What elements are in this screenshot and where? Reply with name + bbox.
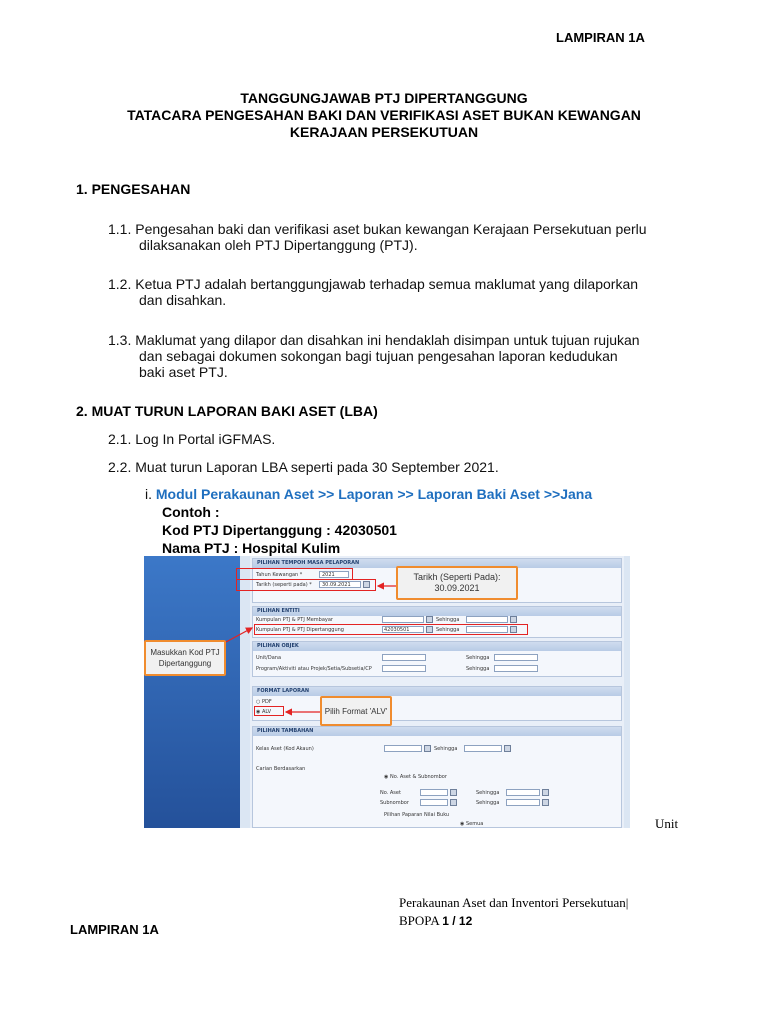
title-line-3: KERAJAAN PERSEKUTUAN xyxy=(289,124,479,140)
step-i-prefix: i. xyxy=(145,486,152,502)
carian-option-label: No. Aset & Subnombor xyxy=(389,774,447,780)
item-1-1-first: 1.1. Pengesahan baki dan verifikasi aset bukan kewangan Kerajaan Persekutuan perlu xyxy=(108,221,647,237)
format-pdf-option[interactable]: ○ PDF xyxy=(256,699,272,705)
subnombor-hingga: Sehingga xyxy=(476,800,500,806)
tarikh-value: 30.09.2021 xyxy=(322,582,351,588)
tahun-label: Tahun Kewangan * xyxy=(256,572,303,578)
tahun-value: 2021 xyxy=(322,572,335,578)
objek-row1-hingga: Sehingga xyxy=(466,655,490,661)
panel-tambahan-header: PILIHAN TAMBAHAN xyxy=(253,727,621,736)
report-form-screenshot xyxy=(144,556,630,828)
step-i xyxy=(145,486,592,502)
tarikh-label: Tarikh (seperti pada) * xyxy=(256,582,312,588)
title-line-1: TANGGUNGJAWAB PTJ DIPERTANGGUNG xyxy=(240,90,528,106)
example-kod-ptj: Kod PTJ Dipertanggung : 42030501 xyxy=(162,522,397,538)
section-2-heading: 2. MUAT TURUN LAPORAN BAKI ASET (LBA) xyxy=(76,403,378,419)
format-alv-option[interactable]: ◉ ALV xyxy=(256,709,272,715)
no-aset-label: No. Aset xyxy=(380,790,401,796)
entiti-row1-label: Kumpulan PTJ & PTJ Membayar xyxy=(256,617,333,623)
footer-bpopa: BPOPA xyxy=(399,913,439,928)
unit-text: Unit xyxy=(655,816,679,831)
lampiran-label-bottom: LAMPIRAN 1A xyxy=(70,922,159,937)
footer-page-number: 1 / 12 xyxy=(442,914,473,928)
entiti-row2-value: 42030501 xyxy=(384,627,410,633)
item-1-1 xyxy=(108,221,704,253)
panel-objek-header: PILIHAN OBJEK xyxy=(253,642,621,651)
footer-line-1: Perakaunan Aset dan Inventori Persekutuan| xyxy=(399,895,629,910)
carian-label: Carian Berdasarkan xyxy=(256,766,306,772)
footer xyxy=(399,894,628,930)
lampiran-label-top: LAMPIRAN 1A xyxy=(556,30,645,45)
step-i-menu-path: Modul Perakaunan Aset >> Laporan >> Laporan Baki Aset >>Jana xyxy=(155,486,593,502)
objek-row2-label: Program/Aktiviti atau Projek/Setia/Subsetia/CP xyxy=(256,666,372,672)
panel-entiti-header: PILIHAN ENTITI xyxy=(253,607,621,616)
callout-arrows xyxy=(144,556,630,828)
item-2-2: 2.2. Muat turun Laporan LBA seperti pada 30 September 2021. xyxy=(108,459,499,475)
callout-kod-ptj: Masukkan Kod PTJ Dipertanggung xyxy=(144,640,226,676)
example-nama-ptj: Nama PTJ : Hospital Kulim xyxy=(162,540,341,556)
semua-label: Semua xyxy=(465,821,484,827)
callout-tarikh: Tarikh (Seperti Pada): 30.09.2021 xyxy=(396,566,518,600)
format-pdf-label: PDF xyxy=(261,699,272,705)
item-1-1-rest: dilaksanakan oleh PTJ Dipertanggung (PTJ). xyxy=(139,237,418,253)
format-alv-label: ALV xyxy=(261,709,272,715)
no-aset-hingga: Sehingga xyxy=(476,790,500,796)
item-2-1: 2.1. Log In Portal iGFMAS. xyxy=(108,431,276,447)
objek-row2-hingga: Sehingga xyxy=(466,666,490,672)
item-1-3 xyxy=(108,332,704,380)
item-1-3-rest1: dan sebagai dokumen sokongan bagi tujuan pengesahan laporan kedudukan xyxy=(139,348,618,364)
item-1-2 xyxy=(108,276,704,308)
objek-row1-label: Unit/Dana xyxy=(256,655,282,661)
section-1-heading: 1. PENGESAHAN xyxy=(76,181,191,197)
semua-option[interactable]: ◉ Semua xyxy=(460,821,484,827)
callout-format-alv: Pilih Format 'ALV' xyxy=(320,696,392,726)
kelas-hingga: Sehingga xyxy=(434,746,458,752)
arrow-kod xyxy=(226,628,252,642)
carian-option[interactable]: ◉ No. Aset & Subnombor xyxy=(384,774,447,780)
item-1-3-rest2: baki aset PTJ. xyxy=(139,364,228,380)
item-1-2-first: 1.2. Ketua PTJ adalah bertanggungjawab terhadap semua maklumat yang dilaporkan xyxy=(108,276,639,292)
entiti-row2-hingga: Sehingga xyxy=(436,627,460,633)
pilihan-paparan-label: Pilihan Paparan Nilai Buku xyxy=(384,812,450,818)
panel-tempoh-header: PILIHAN TEMPOH MASA PELAPORAN xyxy=(253,559,621,568)
kelas-label: Kelas Aset (Kod Akaun) xyxy=(256,746,314,752)
entiti-row1-hingga: Sehingga xyxy=(436,617,460,623)
title-line-2: TATACARA PENGESAHAN BAKI DAN VERIFIKASI ASET BUKAN KEWANGAN xyxy=(127,107,641,123)
subnombor-label: Subnombor xyxy=(380,800,409,806)
footer-line-2 xyxy=(399,912,628,930)
entiti-row2-label: Kumpulan PTJ & PTJ Dipertanggung xyxy=(256,627,344,633)
item-1-2-rest: dan disahkan. xyxy=(139,292,227,308)
panel-format-header: FORMAT LAPORAN xyxy=(253,687,621,696)
example-label: Contoh : xyxy=(162,504,220,520)
item-1-3-first: 1.3. Maklumat yang dilapor dan disahkan ini hendaklah disimpan untuk tujuan rujukan xyxy=(108,332,640,348)
